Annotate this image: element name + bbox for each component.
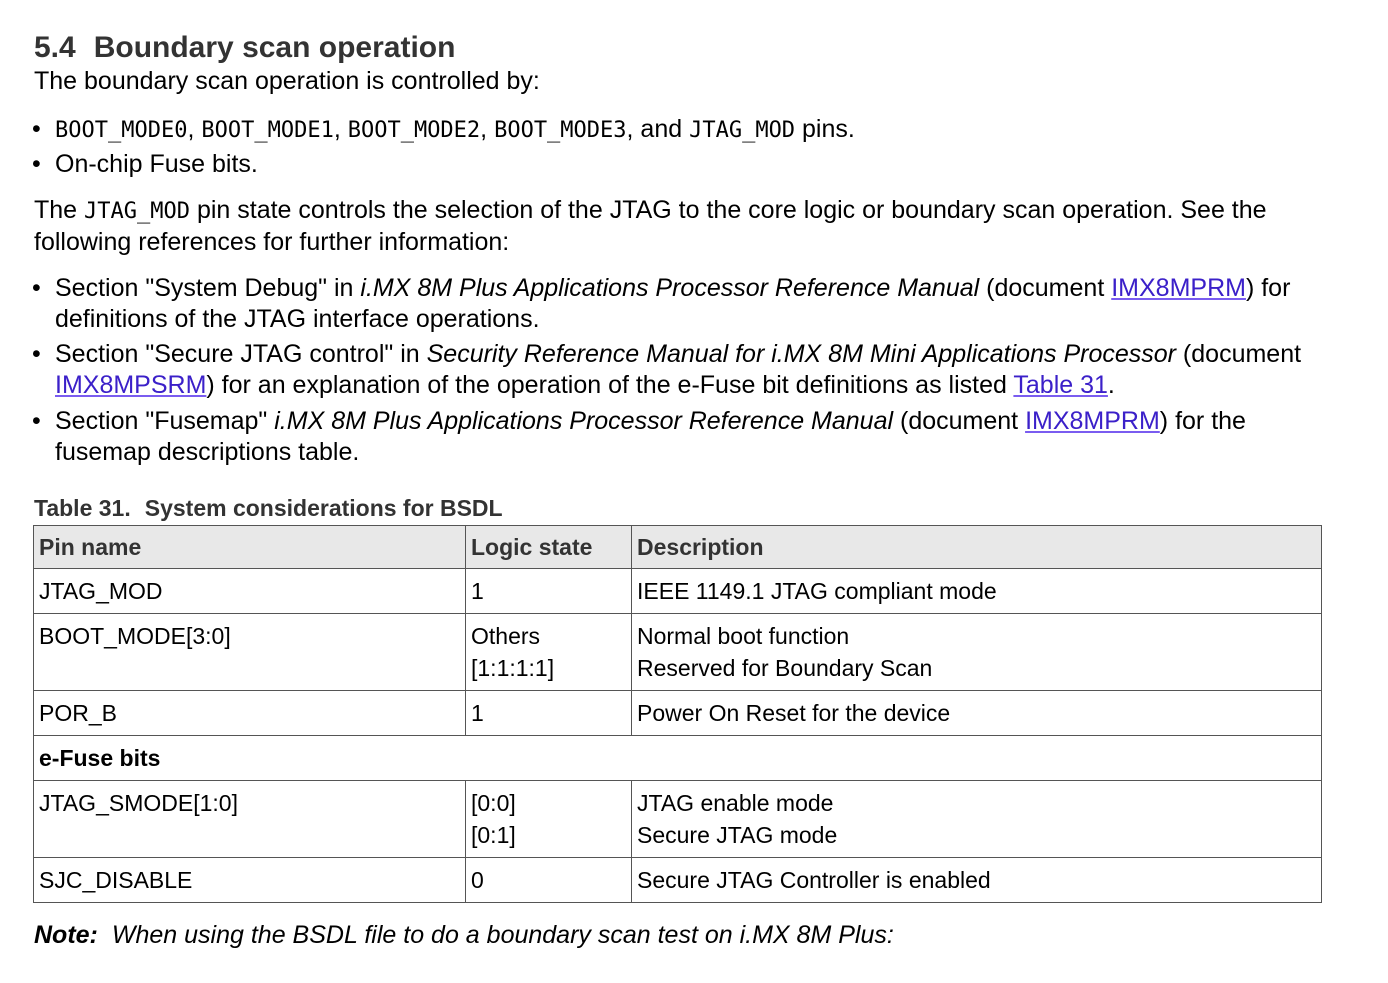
pin-code: JTAG_MOD — [84, 199, 190, 224]
bullet-icon: • — [32, 150, 41, 178]
pin-code: JTAG_MOD — [689, 118, 796, 143]
state-cell: Others [1:1:1:1] — [466, 614, 632, 691]
table-row — [34, 614, 1322, 691]
doc-title: i.MX 8M Plus Applications Processor Reference Manual — [360, 274, 980, 302]
table-title: System considerations for BSDL — [144, 495, 503, 521]
bullet-icon: • — [32, 274, 41, 302]
state-cell: 0 — [466, 858, 632, 903]
desc-cell: Power On Reset for the device — [632, 691, 1322, 736]
table-row — [34, 858, 1322, 903]
description-paragraph: The JTAG_MOD pin state controls the selection of the JTAG to the core logic or boundary scan operation. See the following references for further information: — [34, 196, 1267, 256]
bsdl-table — [33, 525, 1322, 903]
pin-cell: BOOT_MODE[3:0] — [34, 614, 466, 691]
pin-cell: JTAG_MOD — [34, 569, 466, 614]
table-row — [34, 781, 1322, 858]
state-cell: 1 — [466, 569, 632, 614]
bullet-icon: • — [32, 340, 41, 368]
pin-code: BOOT_MODE2 — [347, 118, 481, 143]
header-pin-name: Pin name — [34, 526, 466, 569]
pin-cell: POR_B — [34, 691, 466, 736]
note-text: When using the BSDL file to do a boundary scan test on i.MX 8M Plus: — [111, 921, 894, 949]
doc-title: Security Reference Manual for i.MX 8M Mini Applications Processor — [426, 340, 1176, 368]
doc-link-imx8mprm[interactable]: IMX8MPRM — [1025, 407, 1160, 435]
header-logic-state: Logic state — [466, 526, 632, 569]
pin-code: BOOT_MODE3 — [494, 118, 627, 143]
desc-cell: JTAG enable mode Secure JTAG mode — [632, 781, 1322, 858]
pin-cell: SJC_DISABLE — [34, 858, 466, 903]
table-number: Table 31. — [34, 495, 131, 521]
bullet-icon: • — [32, 115, 41, 143]
state-cell: 1 — [466, 691, 632, 736]
table-row — [34, 691, 1322, 736]
table-31-link[interactable]: Table 31 — [1013, 371, 1108, 399]
doc-link-imx8mpsrm[interactable]: IMX8MPSRM — [55, 371, 207, 399]
pin-cell: JTAG_SMODE[1:0] — [34, 781, 466, 858]
section-number: 5.4 — [34, 30, 76, 64]
table-caption — [34, 495, 503, 522]
table-header-row — [34, 526, 1322, 569]
desc-cell: Secure JTAG Controller is enabled — [632, 858, 1322, 903]
doc-link-imx8mprm[interactable]: IMX8MPRM — [1111, 274, 1246, 302]
pin-code: BOOT_MODE0 — [55, 118, 188, 143]
group-label: e-Fuse bits — [34, 736, 1322, 781]
pin-code: BOOT_MODE1 — [201, 118, 334, 143]
note — [34, 921, 894, 950]
state-cell: [0:0] [0:1] — [466, 781, 632, 858]
doc-title: i.MX 8M Plus Applications Processor Reference Manual — [274, 407, 894, 435]
header-description: Description — [632, 526, 1322, 569]
section-title: Boundary scan operation — [93, 30, 456, 64]
desc-cell: Normal boot function Reserved for Boundary Scan — [632, 614, 1322, 691]
table-row — [34, 569, 1322, 614]
table-group-row — [34, 736, 1322, 781]
intro-paragraph: The boundary scan operation is controlled by: — [34, 67, 540, 95]
desc-cell: IEEE 1149.1 JTAG compliant mode — [632, 569, 1322, 614]
section-heading — [34, 31, 455, 65]
bullet-icon: • — [32, 407, 41, 435]
note-label: Note: — [34, 921, 98, 949]
